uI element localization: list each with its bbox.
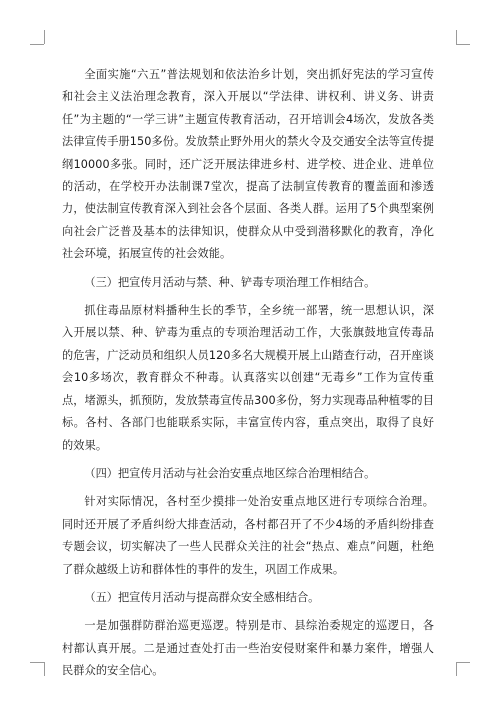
section-heading-5: （五）把宣传月活动与提高群众安全感相结合。: [84, 590, 320, 604]
document-body: [62, 64, 434, 683]
paragraph-drug-control: 抓住毒品原材料播种生长的季节，全乡统一部署，统一思想认识，深入开展以禁、种、铲毒为重点的专项治理活动工作，大张旗鼓地宣传毒品的危害，广泛动员和组织人员120多名大规模开展上山踏查行动，召开座谈会10多场次，教育群众不种毒。认真落实以创建“无毒乡”工作为宣传重点，堵源头，抓预防，发放禁毒宣传品300多份，努力实现毒品种植零的目标。各村、各部门也能联系实际，丰富宣传内容，重点突出，取得了良好的效果。: [62, 304, 434, 452]
section-heading-4: （四）把宣传月活动与社会治安重点地区综合治理相结合。: [84, 466, 376, 480]
paragraph-public-security: 针对实际情况，各村至少摸排一处治安重点地区进行专项综合治理。同时还开展了矛盾纠纷大排查活动，各村都召开了不少4场的矛盾纠纷排查专题会议，切实解决了一些人民群众关注的社会“热点、难点”问题，杜绝了群众越级上访和群体性的事件的发生，巩固工作成果。: [62, 495, 434, 576]
paragraph-legal-education: 全面实施“六五”普法规划和依法治乡计划，突出抓好宪法的学习宣传和社会主义法治理念教育，深入开展以“学法律、讲权利、讲义务、讲责任”为主题的“一学三讲”主题宣传教育活动，召开培训会4场次，发放各类法律宣传手册150多份。发放禁止野外用火的禁火令及交通安全法等宣传提纲10000多张。同时，还广泛开展法律进乡村、进学校、进企业、进单位的活动，在学校开办法制课7堂次，提高了法制宣传教育的覆盖面和渗透力，使法制宣传教育深入到社会各个层面、各类人群。运用了5个典型案例向社会广泛普及基本的法律知识，使群众从中受到潜移默化的教育，净化社会环境，拓展宣传的社会效能。: [62, 68, 434, 261]
paragraph-safety-patrol: 一是加强群防群治巡更巡逻。特别是市、县综治委规定的巡逻日，各村都认真开展。二是通过查处打击一些治安侵财案件和暴力案件，增强人民群众的安全信心。: [62, 619, 434, 678]
section-heading-3: （三）把宣传月活动与禁、种、铲毒专项治理工作相结合。: [84, 275, 376, 289]
